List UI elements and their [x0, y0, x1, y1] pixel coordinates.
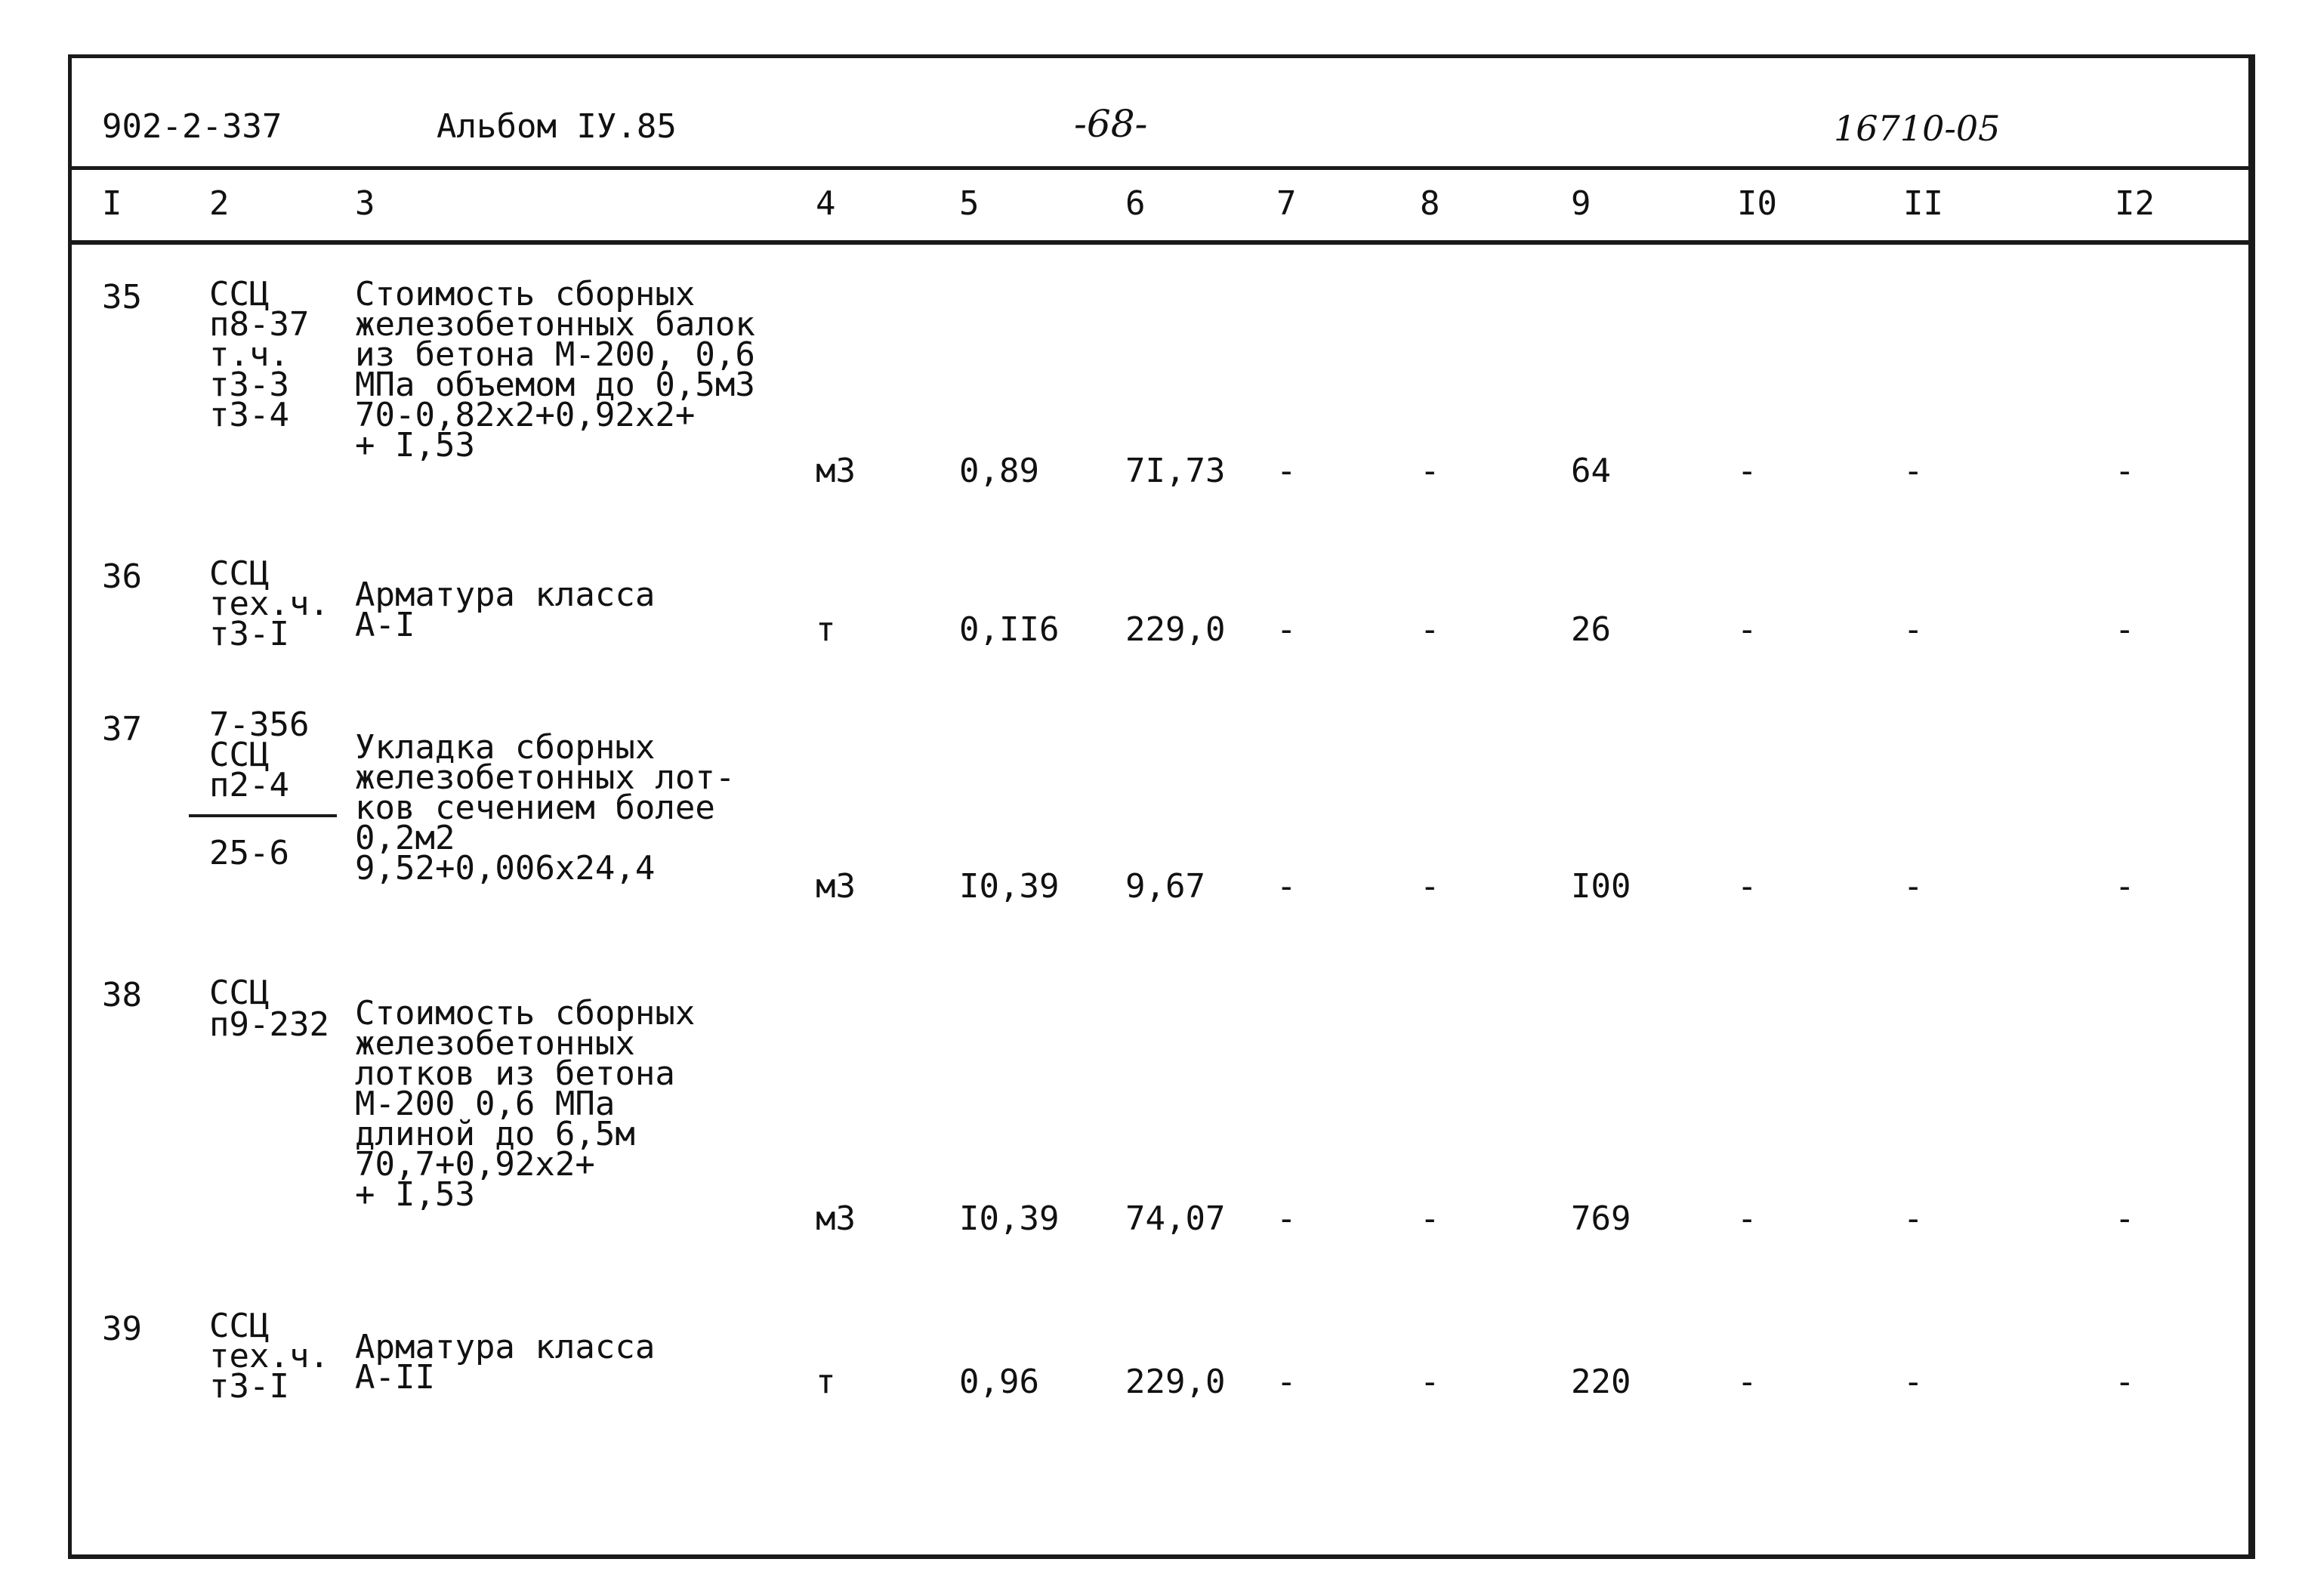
row-col11: -	[1903, 867, 1924, 906]
header-rule-bottom	[72, 240, 2248, 245]
row-number: 35	[102, 278, 142, 316]
row-col12: -	[2115, 1199, 2135, 1238]
row-col9: 220	[1571, 1363, 1631, 1401]
row-col7: -	[1276, 1199, 1297, 1238]
row-col8: -	[1420, 867, 1440, 906]
row-col11: -	[1903, 1199, 1924, 1238]
row-quantity: I0,39	[959, 867, 1060, 906]
doc-number: 902-2-337	[102, 107, 282, 146]
row-description: Стоимость сборных железобетонных лотков из бетона М-200 0,6 МПа длиной до 6,5м 70,7+0,92х2+ + I,53	[355, 994, 696, 1214]
row-code: ССЦ п8-37 т.ч. т3-3 т3-4	[209, 275, 310, 434]
col-header-4: 4	[816, 184, 836, 223]
header-rule-top	[72, 166, 2248, 170]
row-number: 38	[102, 976, 142, 1014]
document-code: 16710-05	[1834, 108, 2001, 149]
row-unit: т	[816, 610, 836, 649]
row-code: ССЦ п9-232	[209, 974, 329, 1044]
row-code: ССЦ тех.ч. т3-I	[209, 554, 329, 653]
col-header-11: II	[1903, 184, 1943, 223]
row-price: 229,0	[1125, 1363, 1226, 1401]
row-unit: м3	[816, 867, 856, 906]
row-price: 9,67	[1125, 867, 1205, 906]
row-price: 74,07	[1125, 1199, 1226, 1238]
row-number: 39	[102, 1310, 142, 1348]
row-col11: -	[1903, 1363, 1924, 1401]
row-col12: -	[2115, 452, 2135, 490]
row-unit: м3	[816, 452, 856, 490]
row-description: Укладка сборных железобетонных лот- ков сечением более 0,2м2 9,52+0,006х24,4	[355, 728, 736, 888]
row-quantity: 0,89	[959, 452, 1039, 490]
row-col9: 769	[1571, 1199, 1631, 1238]
row-unit: м3	[816, 1199, 856, 1238]
row-col9: I00	[1571, 867, 1631, 906]
row-col10: -	[1737, 610, 1757, 649]
row-price: 7I,73	[1125, 452, 1226, 490]
row-col8: -	[1420, 610, 1440, 649]
row-code-denominator: 25-6	[209, 834, 289, 872]
row-col8: -	[1420, 1199, 1440, 1238]
row-col8: -	[1420, 452, 1440, 490]
col-header-3: 3	[355, 184, 375, 223]
col-header-2: 2	[209, 184, 230, 223]
row-col12: -	[2115, 610, 2135, 649]
row-price: 229,0	[1125, 610, 1226, 649]
row-col10: -	[1737, 867, 1757, 906]
col-header-6: 6	[1125, 184, 1146, 223]
row-description: Стоимость сборных железобетонных балок из бетона М-200, 0,6 МПа объемом до 0,5м3 70-0,82х2+0,92х2+ + I,53	[355, 275, 755, 465]
row-description: Арматура класса А-II	[355, 1328, 656, 1397]
album-label: Альбом IУ.85	[437, 107, 677, 146]
row-col9: 64	[1571, 452, 1611, 490]
row-col7: -	[1276, 867, 1297, 906]
row-unit: т	[816, 1363, 836, 1401]
row-col7: -	[1276, 610, 1297, 649]
row-col7: -	[1276, 452, 1297, 490]
row-quantity: I0,39	[959, 1199, 1060, 1238]
row-col10: -	[1737, 1199, 1757, 1238]
fraction-line	[189, 814, 337, 817]
row-code: ССЦ тех.ч. т3-I	[209, 1307, 329, 1406]
row-col11: -	[1903, 452, 1924, 490]
row-code-numerator: 7-356 ССЦ п2-4	[209, 705, 310, 804]
row-quantity: 0,96	[959, 1363, 1039, 1401]
row-quantity: 0,II6	[959, 610, 1060, 649]
col-header-12: I2	[2115, 184, 2155, 223]
col-header-10: I0	[1737, 184, 1777, 223]
row-number: 37	[102, 710, 142, 749]
row-description: Арматура класса А-I	[355, 576, 656, 644]
col-header-8: 8	[1420, 184, 1440, 223]
row-col9: 26	[1571, 610, 1611, 649]
row-col10: -	[1737, 452, 1757, 490]
row-col7: -	[1276, 1363, 1297, 1401]
col-header-9: 9	[1571, 184, 1591, 223]
row-col10: -	[1737, 1363, 1757, 1401]
row-col12: -	[2115, 867, 2135, 906]
row-col12: -	[2115, 1363, 2135, 1401]
row-number: 36	[102, 557, 142, 596]
page-number: -68-	[1074, 102, 1148, 146]
row-col11: -	[1903, 610, 1924, 649]
row-col8: -	[1420, 1363, 1440, 1401]
col-header-5: 5	[959, 184, 980, 223]
col-header-1: I	[102, 184, 122, 223]
col-header-7: 7	[1276, 184, 1297, 223]
